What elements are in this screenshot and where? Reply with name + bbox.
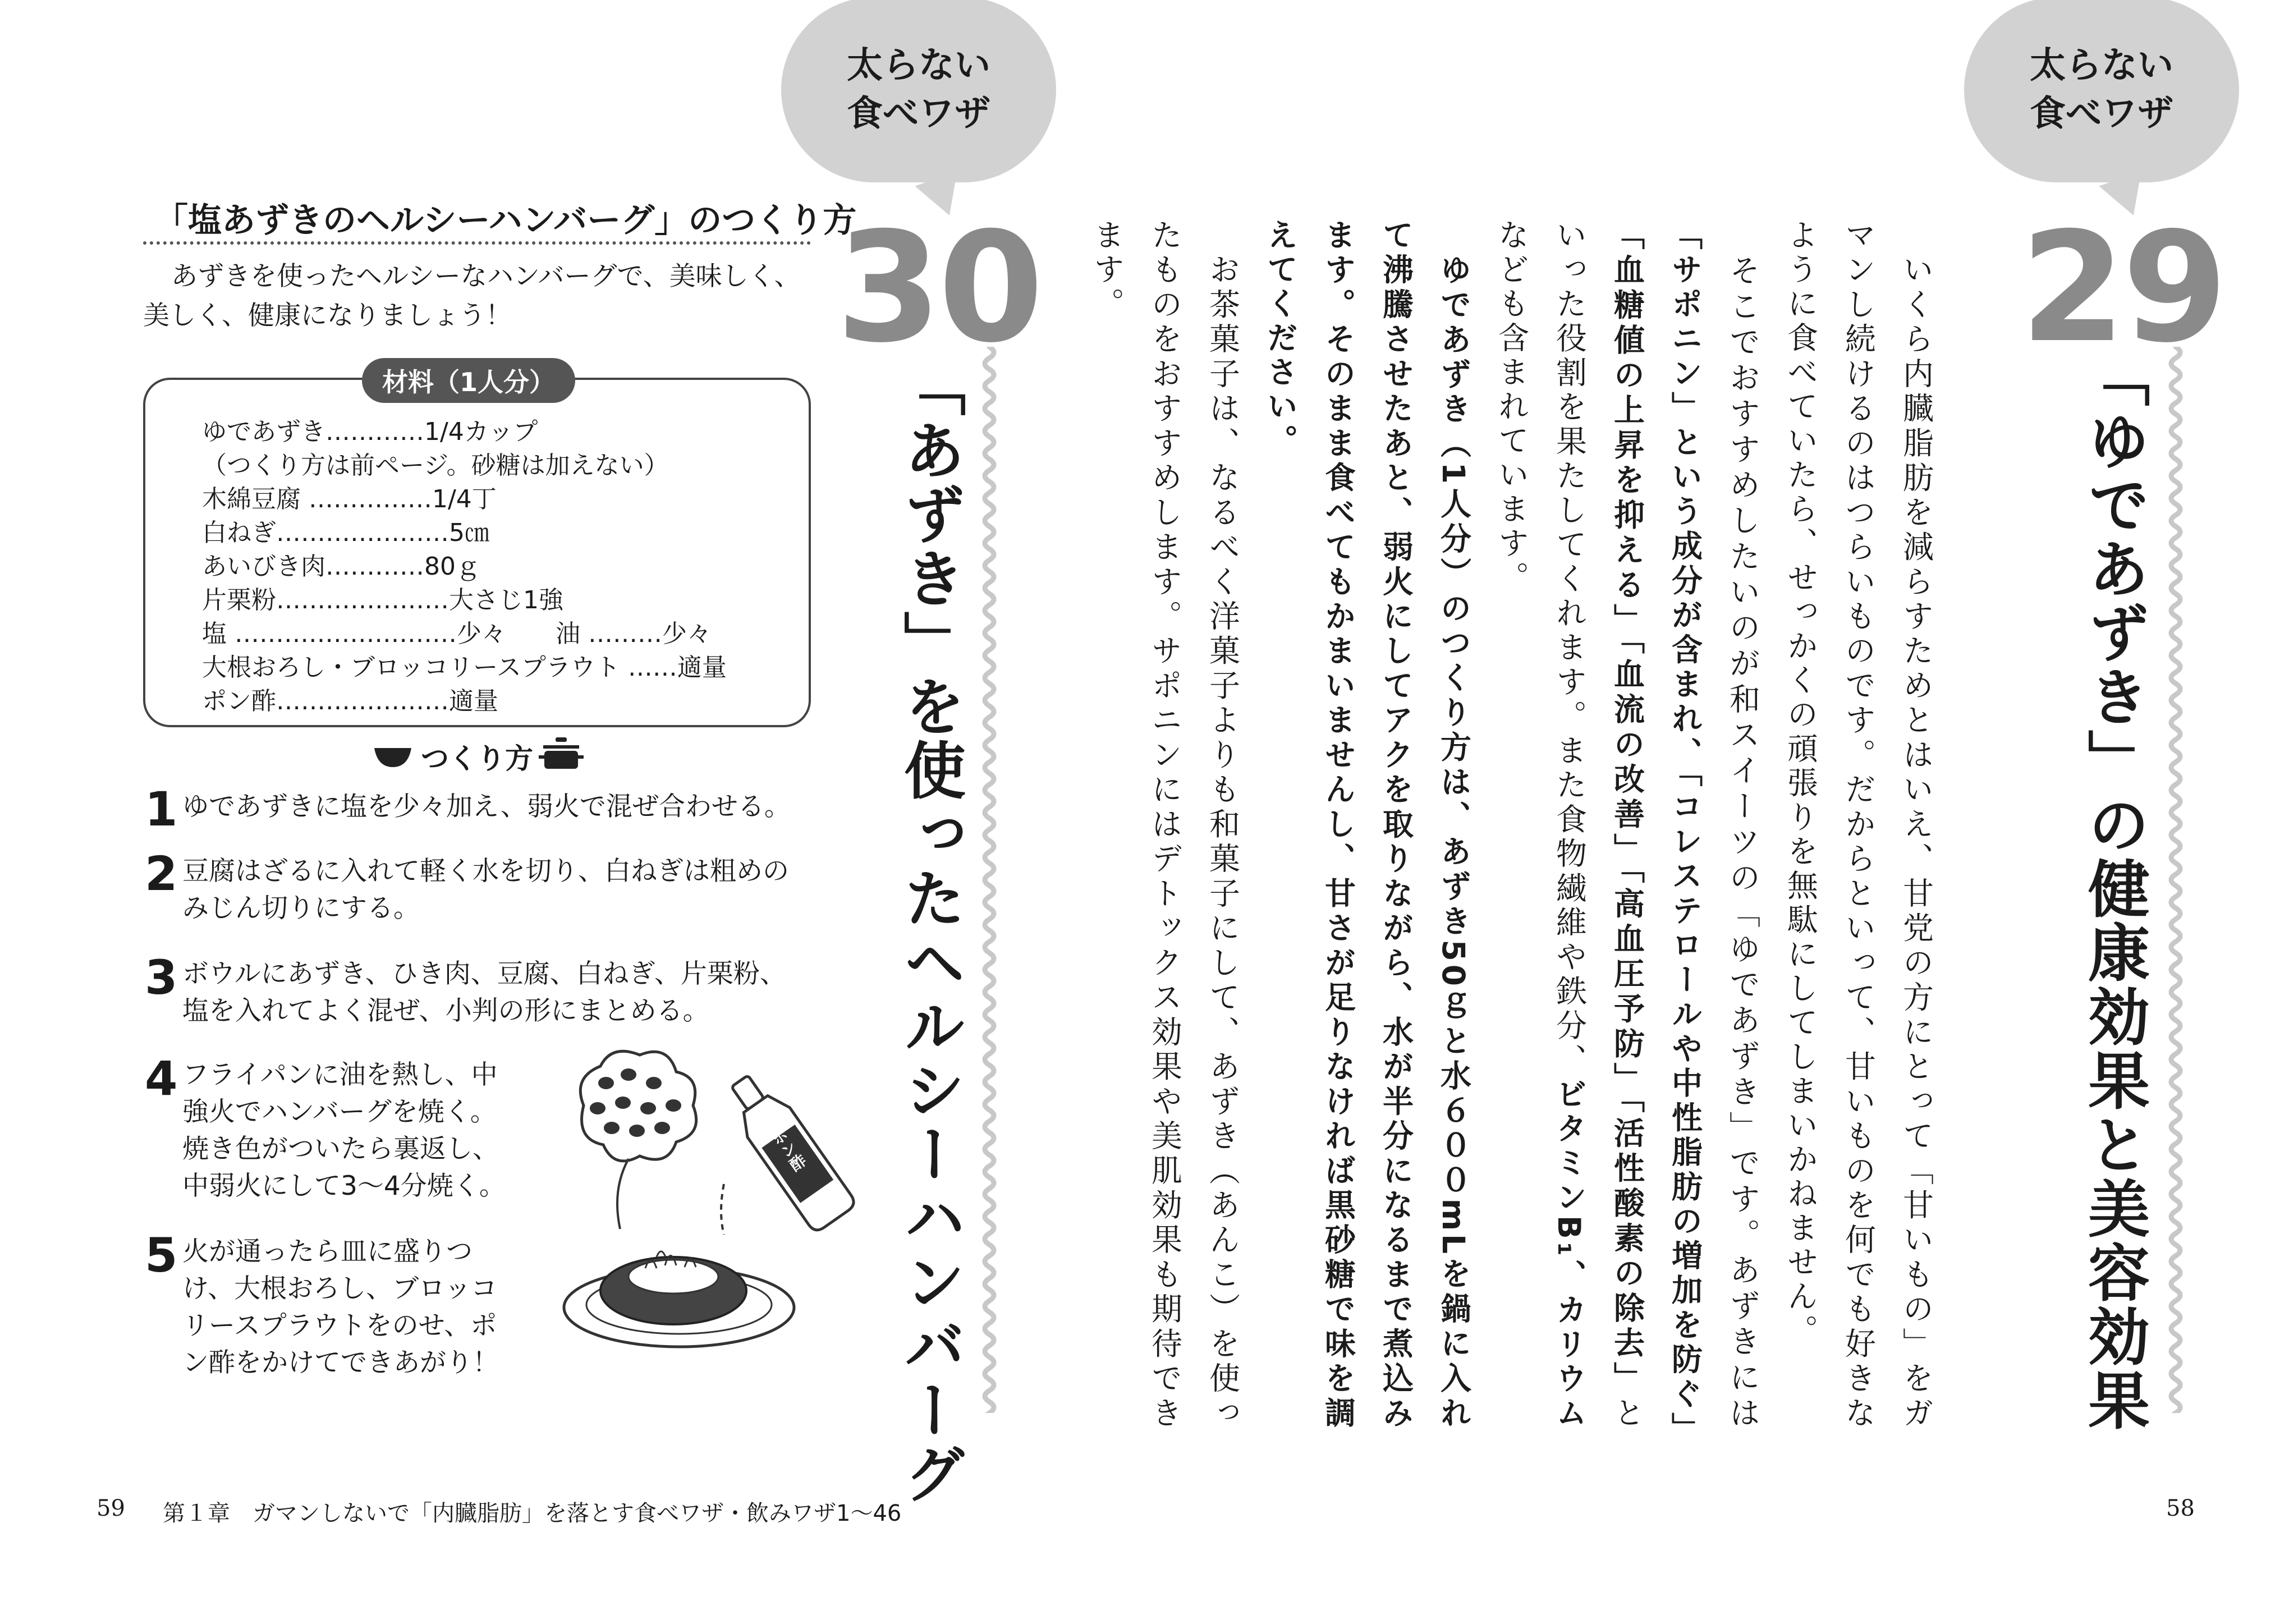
recipe-heading-underline [143, 241, 811, 245]
ingredient-row: 塩 ………………………少々 油 ………少々 [202, 620, 712, 648]
right-badge [1964, 0, 2239, 182]
article-paragraph [1482, 219, 1771, 1431]
step-4-line: 強火でハンバーグを焼く。 [182, 1097, 497, 1127]
step-1-number: 1 [145, 782, 178, 837]
ingredient-row: 片栗粉…………………大さじ1強 [202, 586, 563, 614]
step-1 [182, 788, 791, 825]
step-4-line: フライパンに油を熱し、中 [182, 1059, 498, 1090]
article-paragraph [1771, 219, 1944, 1431]
ingredient-row: 白ねぎ…………………5㎝ [202, 519, 489, 547]
paragraph-text: いくら内臓脂肪を減らすためとはいえ、甘党の方にとって「甘いもの」をガマンし続けるのはつらいものです。だからといって、甘いものを何でも好きなように食べていたら、せっかくの頑張りを無駄にしてしまいかねません。 [1782, 219, 1934, 1431]
step-4 [182, 1057, 506, 1205]
left-badge-line2: 食べワザ [847, 93, 990, 135]
hamburger-illustration [561, 1044, 875, 1358]
paragraph-text: といった役割を果たしてくれます。また食物繊維や鉄分、 [1551, 219, 1645, 1431]
ponzu-bottle [718, 1066, 857, 1234]
left-badge-line1: 太らない [847, 45, 990, 86]
step-5-number: 5 [145, 1228, 178, 1283]
step-3 [182, 956, 786, 1030]
ingredient-row: 木綿豆腐 ……………1/4丁 [202, 485, 497, 513]
bowl-icon [373, 744, 412, 769]
article-body [1089, 219, 1944, 1432]
beans-cloud [580, 1051, 696, 1229]
pot-icon [539, 736, 584, 771]
ingredients-label: 材料（1人分） [362, 358, 575, 403]
step-5-line: ン酢をかけてできあがり！ [182, 1347, 499, 1378]
step-2-line: 豆腐はざるに入れて軽く水を切り、白ねぎは粗めの [182, 856, 789, 887]
step-3-line: ボウルにあずき、ひき肉、豆腐、白ねぎ、片栗粉、 [182, 958, 786, 989]
right-page-number: 58 [2166, 1495, 2195, 1521]
step-2-number: 2 [145, 846, 178, 901]
step-2-line: みじん切りにする。 [182, 893, 420, 924]
left-badge [781, 0, 1056, 182]
step-3-number: 3 [145, 950, 178, 1005]
right-wavy-rule [2164, 347, 2187, 1413]
ingredient-row: あいびき肉…………80ｇ [202, 552, 480, 581]
right-item-number: 29 [2020, 199, 2224, 376]
step-4-number: 4 [145, 1051, 178, 1106]
bottle-label: ポン酢 [767, 1125, 809, 1175]
article-paragraph [1077, 219, 1251, 1431]
step-5-line: リースプラウトをのせ、ポ [182, 1310, 497, 1341]
left-page-number: 59 [97, 1495, 125, 1521]
paragraph-bold-text: ゆであずき（1人分）のつくり方は、あずき50ｇと水６００mLを鍋に入れて沸騰させたあと、弱火にしてアクを取りながら、水が半分になるまで煮込みます。そのまま食べてもかまいませんし、甘さが足りなければ黒砂糖で味を調えてください。 [1262, 219, 1471, 1432]
method-label: つくり方 [421, 742, 533, 775]
paragraph-bold-text: 「サポニン」という成分が含まれ、「コレステロールや中性脂肪の増加を防ぐ」「血糖値の上昇を抑える」「血流の改善」「高血圧予防」「活性酸素の除去」 [1609, 219, 1703, 1431]
paragraph-text: お茶菓子は、なるべく洋菓子よりも和菓子にして、あずき（あんこ）を使ったものをおすすめします。サポニンにはデトックス効果や美肌効果も期待できます。 [1089, 219, 1240, 1431]
ingredient-row: 大根おろし・ブロッコリースプラウト ……適量 [202, 653, 727, 682]
step-5-line: け、大根おろし、ブロッコ [182, 1273, 498, 1304]
step-2 [182, 853, 789, 927]
recipe-intro-line2: 美しく、健康になりましょう！ [143, 300, 512, 331]
step-5 [182, 1233, 499, 1382]
left-page-title: 「あずき」を使ったヘルシーハンバーグ [894, 355, 966, 1506]
paragraph-text: そこでおすすめしたいのが和スイーツの「ゆであずき」です。あずきには [1724, 219, 1760, 1431]
ingredients-list [202, 415, 727, 718]
ingredient-row: （つくり方は前ページ。砂糖は加えない） [202, 451, 669, 480]
left-item-number: 30 [836, 199, 1040, 376]
article-paragraph [1251, 219, 1482, 1431]
step-3-line: 塩を入れてよく混ぜ、小判の形にまとめる。 [182, 995, 709, 1026]
chapter-footer: 第１章 ガマンしないで「内臓脂肪」を落とす食べワザ・飲みワザ1〜46 [163, 1501, 902, 1526]
step-4-line: 中弱火にして3〜4分焼く。 [182, 1171, 506, 1201]
right-page-title: 「ゆであずき」の健康効果と美容効果 [2078, 345, 2150, 1433]
left-wavy-rule [978, 347, 1001, 1413]
plate [564, 1251, 794, 1347]
step-4-line: 焼き色がついたら裏返し、 [182, 1134, 499, 1164]
recipe-heading: 「塩あずきのヘルシーハンバーグ」のつくり方 [154, 201, 857, 240]
ingredient-row: ポン酢…………………適量 [202, 687, 498, 715]
ingredient-row: ゆであずき…………1/4カップ [202, 418, 538, 446]
paragraph-bold-text: ビタミンB₁、カリウム [1551, 1077, 1587, 1431]
step-1-line: ゆであずきに塩を少々加え、弱火で混ぜ合わせる。 [182, 791, 791, 822]
step-5-line: 火が通ったら皿に盛りつ [182, 1236, 473, 1267]
right-badge-line1: 太らない [2030, 45, 2173, 86]
right-badge-line2: 食べワザ [2030, 93, 2173, 135]
paragraph-text: なども含まれています。 [1493, 219, 1529, 595]
recipe-intro-line1: あずきを使ったヘルシーなハンバーグで、美味しく、 [171, 261, 801, 292]
